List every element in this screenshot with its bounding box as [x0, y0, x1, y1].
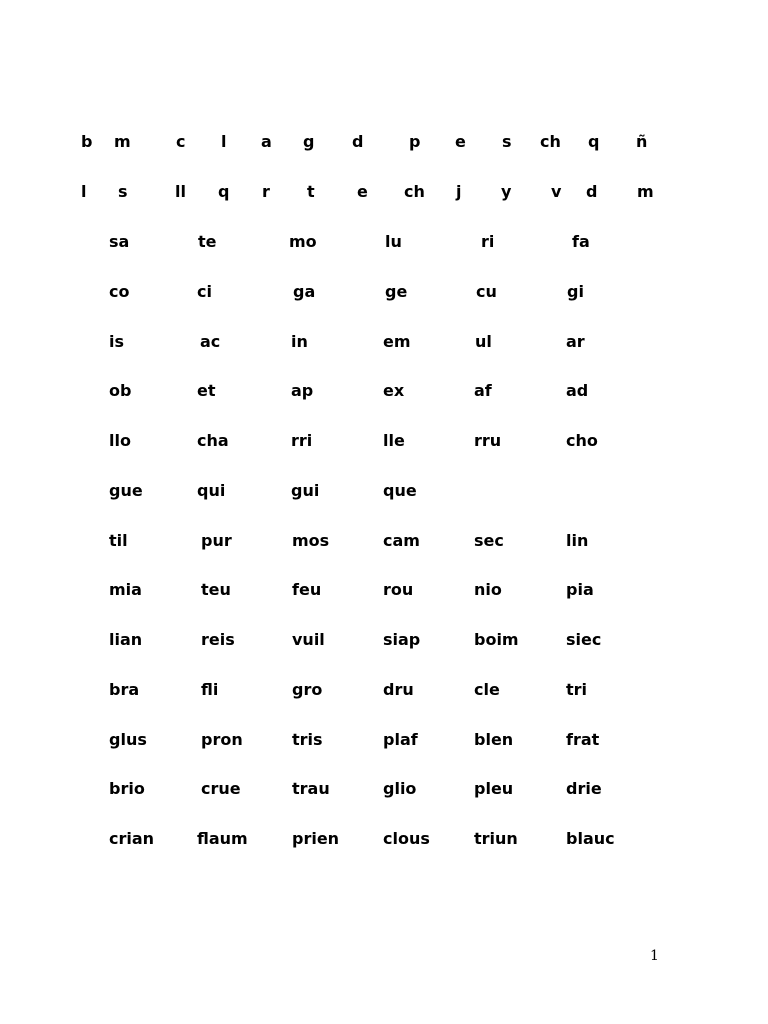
syllable-item: flaum [197, 829, 248, 848]
letter-item: s [118, 182, 128, 201]
syllable-item: blen [474, 730, 514, 749]
syllable-item: co [109, 282, 130, 301]
syllable-item: prien [292, 829, 340, 848]
syllable-row [0, 230, 768, 254]
page-number: 1 [650, 948, 659, 964]
syllable-item: triun [474, 829, 518, 848]
letter-item: r [262, 182, 270, 201]
syllable-item: til [109, 531, 128, 550]
letter-item: ñ [636, 132, 648, 151]
syllable-item: bra [109, 680, 140, 699]
syllable-item: crue [201, 779, 241, 798]
syllable-item: cha [197, 431, 229, 450]
syllable-item: is [109, 332, 125, 351]
syllable-item: feu [292, 580, 322, 599]
letter-item: ch [404, 182, 425, 201]
syllable-item: blauc [566, 829, 615, 848]
syllable-item: glus [109, 730, 147, 749]
syllable-row [0, 678, 768, 702]
syllable-item: gro [292, 680, 323, 699]
syllable-item: lu [385, 232, 402, 251]
syllable-item: vuil [292, 630, 325, 649]
syllable-item: dru [383, 680, 414, 699]
syllable-row [0, 578, 768, 602]
letter-item: v [551, 182, 562, 201]
letter-row [0, 180, 768, 204]
syllable-item: lle [383, 431, 405, 450]
syllable-item: ri [481, 232, 495, 251]
syllable-row [0, 280, 768, 304]
letter-item: s [502, 132, 512, 151]
syllable-item: em [383, 332, 411, 351]
syllable-item: boim [474, 630, 519, 649]
syllable-item: pur [201, 531, 232, 550]
syllable-item: ad [566, 381, 589, 400]
syllable-item: ex [383, 381, 405, 400]
syllable-item: siap [383, 630, 421, 649]
letter-item: y [501, 182, 512, 201]
syllable-item: nio [474, 580, 502, 599]
syllable-row [0, 330, 768, 354]
syllable-item: trau [292, 779, 330, 798]
syllable-item: qui [197, 481, 226, 500]
syllable-item: ap [291, 381, 314, 400]
syllable-item: in [291, 332, 308, 351]
syllable-item: cam [383, 531, 420, 550]
letter-item: b [81, 132, 93, 151]
syllable-item: ar [566, 332, 585, 351]
syllable-item: glio [383, 779, 417, 798]
letter-item: q [588, 132, 600, 151]
letter-item: l [221, 132, 227, 151]
syllable-row [0, 777, 768, 801]
letter-item: l [81, 182, 87, 201]
syllable-item: tri [566, 680, 588, 699]
syllable-item: ac [200, 332, 221, 351]
syllable-item: drie [566, 779, 602, 798]
syllable-item: brio [109, 779, 145, 798]
syllable-item: tris [292, 730, 323, 749]
syllable-item: et [197, 381, 216, 400]
letter-item: j [456, 182, 462, 201]
syllable-row [0, 529, 768, 553]
syllable-item: te [198, 232, 217, 251]
syllable-item: pleu [474, 779, 514, 798]
syllable-row [0, 827, 768, 851]
syllable-item: mo [289, 232, 317, 251]
letter-item: ch [540, 132, 561, 151]
syllable-item: cle [474, 680, 500, 699]
letter-row [0, 130, 768, 154]
syllable-item: ob [109, 381, 132, 400]
syllable-item: plaf [383, 730, 418, 749]
syllable-row [0, 479, 768, 503]
syllable-item: rou [383, 580, 414, 599]
syllable-item: ge [385, 282, 408, 301]
syllable-item: lian [109, 630, 143, 649]
syllable-item: af [474, 381, 492, 400]
syllable-item: rru [474, 431, 502, 450]
letter-item: c [176, 132, 186, 151]
letter-item: m [637, 182, 654, 201]
syllable-item: que [383, 481, 417, 500]
syllable-item: mos [292, 531, 330, 550]
letter-item: t [307, 182, 315, 201]
letter-item: ll [175, 182, 186, 201]
syllable-item: cu [476, 282, 497, 301]
syllable-item: sec [474, 531, 504, 550]
syllable-item: ul [475, 332, 492, 351]
syllable-item: pia [566, 580, 594, 599]
syllable-item: siec [566, 630, 602, 649]
syllable-row [0, 379, 768, 403]
syllable-item: ci [197, 282, 212, 301]
letter-item: m [114, 132, 131, 151]
syllable-item: frat [566, 730, 600, 749]
syllable-row [0, 628, 768, 652]
syllable-row [0, 728, 768, 752]
syllable-item: gue [109, 481, 143, 500]
syllable-item: gui [291, 481, 320, 500]
letter-item: q [218, 182, 230, 201]
syllable-item: fa [572, 232, 590, 251]
syllable-item: mia [109, 580, 142, 599]
syllable-item: fli [201, 680, 219, 699]
syllable-item: teu [201, 580, 231, 599]
syllable-item: crian [109, 829, 155, 848]
syllable-item: cho [566, 431, 598, 450]
syllable-item: rri [291, 431, 313, 450]
syllable-item: ga [293, 282, 316, 301]
syllable-item: pron [201, 730, 243, 749]
letter-item: a [261, 132, 272, 151]
letter-item: e [357, 182, 368, 201]
letter-item: g [303, 132, 315, 151]
letter-item: e [455, 132, 466, 151]
letter-item: d [586, 182, 598, 201]
syllable-item: lin [566, 531, 589, 550]
syllable-item: clous [383, 829, 430, 848]
syllable-item: sa [109, 232, 130, 251]
syllable-item: gi [567, 282, 584, 301]
letter-item: p [409, 132, 421, 151]
syllable-row [0, 429, 768, 453]
letter-item: d [352, 132, 364, 151]
syllable-item: llo [109, 431, 131, 450]
syllable-item: reis [201, 630, 235, 649]
